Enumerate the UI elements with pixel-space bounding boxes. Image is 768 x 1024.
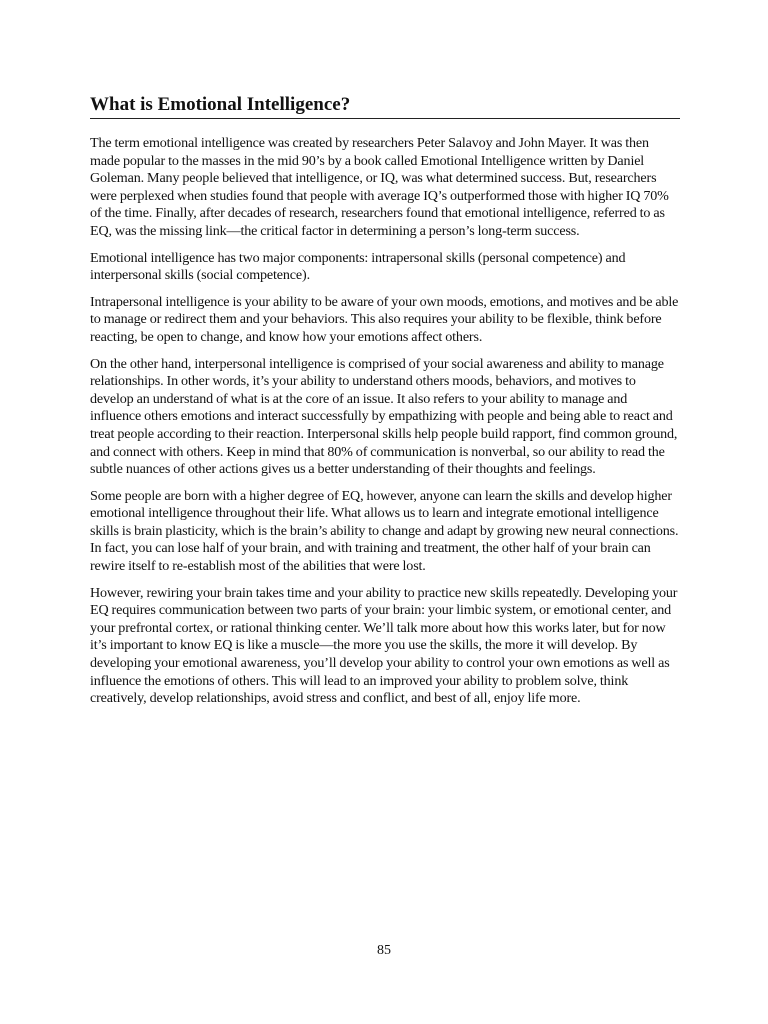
paragraph-6: However, rewiring your brain takes time and your ability to practice new skills repeatedly. Developing your EQ requires communication between two parts of your brain: your limbic system, or emotional center, and your prefrontal cortex, or rational thinking center. We’ll talk more about how this works later, but for now it’s important to know EQ is like a muscle—the more you use the skills, the more it will develop. By developing your emotional awareness, you’ll develop your ability to control your own emotions as well as influence the emotions of others. This will lead to an improved your ability to problem solve, think creatively, develop relationships, avoid stress and conflict, and best of all, enjoy life more. xyxy=(90,584,678,707)
paragraph-3: Intrapersonal intelligence is your ability to be aware of your own moods, emotions, and motives and be able to manage or redirect them and your behaviors. This also requires your ability to be flexible, think before reacting, be open to change, and know how your emotions affect others. xyxy=(90,293,679,345)
paragraph-2: Emotional intelligence has two major components: intrapersonal skills (personal competence) and interpersonal skills (social competence). xyxy=(90,249,626,284)
paragraph-1: The term emotional intelligence was created by researchers Peter Salavoy and John Mayer. It was then made popular to the masses in the mid 90’s by a book called Emotional Intelligence written by Daniel Goleman. Many people believed that intelligence, or IQ, was what determined success. But, researchers were perplexed when studies found that people with average IQ’s outperformed those with higher IQ 70% of the time. Finally, after decades of research, researchers found that emotional intelligence, referred to as EQ, was the missing link—the critical factor in determining a person’s long-term success. xyxy=(90,135,669,239)
section-title: What is Emotional Intelligence? xyxy=(90,94,351,115)
paragraph-4: On the other hand, interpersonal intelligence is comprised of your social awareness and ability to manage relationships. In other words, it’s your ability to understand others moods, behaviors, and motives to develop an understand of what is at the core of an issue. It also refers to your ability to manage and influence others emotions and interact successfully by empathizing with people and being able to react and treat people according to their reaction. Interpersonal skills help people build rapport, find common ground, and connect with others. Keep in mind that 80% of communication is nonverbal, so our ability to read the subtle nuances of other actions gives us a better understanding of their thoughts and feelings. xyxy=(90,355,678,478)
page-number: 85 xyxy=(377,943,391,958)
document-page xyxy=(90,92,680,717)
paragraph-5: Some people are born with a higher degree of EQ, however, anyone can learn the skills and develop higher emotional intelligence throughout their life. What allows us to learn and integrate emotional intelligence skills is brain plasticity, which is the brain’s ability to change and adapt by growing new neural connections. In fact, you can lose half of your brain, and with training and treatment, the other half of your brain can rewire itself to re-establish most of the abilities that were lost. xyxy=(90,487,679,575)
title-underline-divider xyxy=(90,118,680,119)
